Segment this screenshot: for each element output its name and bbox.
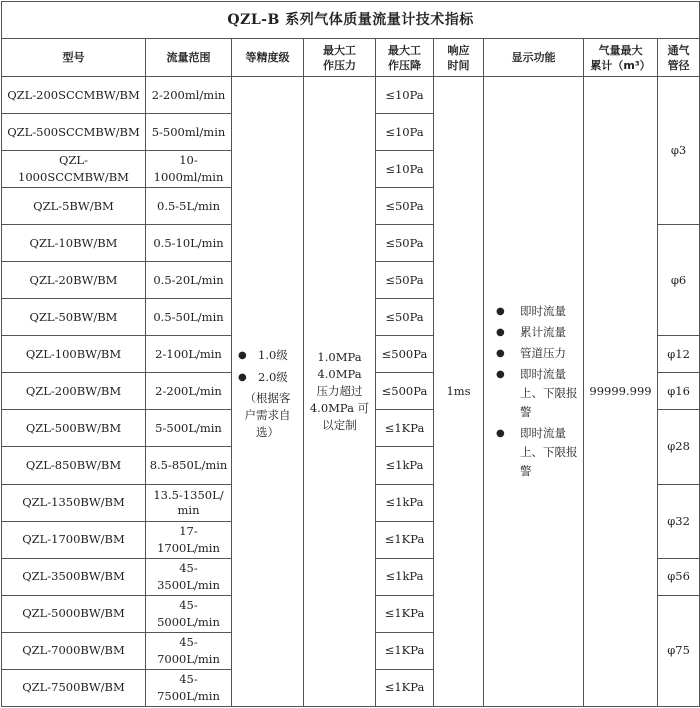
cell-model: QZL-3500BW/BM xyxy=(2,558,146,595)
cell-model: QZL-200SCCMBW/BM xyxy=(2,77,146,114)
cell-model: QZL-7500BW/BM xyxy=(2,669,146,706)
accuracy-list xyxy=(234,346,301,387)
header-max-drop xyxy=(376,39,434,77)
cell-drop: ≤1KPa xyxy=(376,595,434,632)
header-max-total-l2: 累计（m³） xyxy=(590,58,651,72)
pressure-line: 1.0MPa xyxy=(317,350,362,364)
header-accuracy: 等精度级 xyxy=(232,39,304,77)
cell-range: 0.5-50L/min xyxy=(146,299,232,336)
cell-max-pressure xyxy=(304,77,376,707)
cell-drop: ≤1kPa xyxy=(376,558,434,595)
cell-range: 2-200ml/min xyxy=(146,77,232,114)
cell-range: 10-1000ml/min xyxy=(146,151,232,188)
cell-range: 0.5-10L/min xyxy=(146,225,232,262)
cell-drop: ≤1KPa xyxy=(376,632,434,669)
cell-accuracy xyxy=(232,77,304,707)
cell-range: 5-500L/min xyxy=(146,410,232,447)
cell-model: QZL-500SCCMBW/BM xyxy=(2,114,146,151)
table-title: QZL-B 系列气体质量流量计技术指标 xyxy=(2,2,700,39)
cell-range: 2-100L/min xyxy=(146,336,232,373)
header-model: 型号 xyxy=(2,39,146,77)
cell-range: 0.5-5L/min xyxy=(146,188,232,225)
cell-model: QZL-1350BW/BM xyxy=(2,484,146,521)
cell-pipe: φ16 xyxy=(658,373,700,410)
cell-drop: ≤500Pa xyxy=(376,336,434,373)
header-max-pressure xyxy=(304,39,376,77)
cell-drop: ≤10Pa xyxy=(376,77,434,114)
display-list xyxy=(492,302,579,481)
cell-model: QZL-5BW/BM xyxy=(2,188,146,225)
cell-range: 2-200L/min xyxy=(146,373,232,410)
display-item: ● 累计流量 xyxy=(492,323,579,342)
cell-drop: ≤1kPa xyxy=(376,484,434,521)
header-max-total xyxy=(584,39,658,77)
cell-model: QZL-20BW/BM xyxy=(2,262,146,299)
cell-drop: ≤50Pa xyxy=(376,188,434,225)
cell-drop: ≤1kPa xyxy=(376,447,434,484)
header-display: 显示功能 xyxy=(484,39,584,77)
cell-drop: ≤50Pa xyxy=(376,299,434,336)
header-max-total-l1: 气量最大 xyxy=(598,43,643,57)
cell-range: 5-500ml/min xyxy=(146,114,232,151)
cell-pipe: φ28 xyxy=(658,410,700,484)
cell-model: QZL-50BW/BM xyxy=(2,299,146,336)
cell-pipe: φ3 xyxy=(658,77,700,225)
cell-display xyxy=(484,77,584,707)
cell-drop: ≤50Pa xyxy=(376,225,434,262)
cell-drop: ≤1KPa xyxy=(376,410,434,447)
table-row xyxy=(2,77,700,114)
pressure-line: 压力超过 xyxy=(316,384,363,398)
cell-range: 45-5000L/min xyxy=(146,595,232,632)
display-item: ● 即时流量 xyxy=(492,302,579,321)
cell-pipe: φ6 xyxy=(658,225,700,336)
display-item: ● 即时流量上、下限报警 xyxy=(492,365,579,422)
cell-range: 13.5-1350L/min xyxy=(146,484,232,521)
pressure-line: 4.0MPa xyxy=(317,367,362,381)
cell-drop: ≤50Pa xyxy=(376,262,434,299)
cell-model: QZL-500BW/BM xyxy=(2,410,146,447)
header-max-pressure-l1: 最大工 xyxy=(323,43,356,57)
cell-model: QZL-5000BW/BM xyxy=(2,595,146,632)
cell-model: QZL-100BW/BM xyxy=(2,336,146,373)
cell-response: 1ms xyxy=(434,77,484,707)
cell-model: QZL-1000SCCMBW/BM xyxy=(2,151,146,188)
header-pipe-l1: 通气 xyxy=(667,43,690,57)
header-response xyxy=(434,39,484,77)
cell-pipe: φ32 xyxy=(658,484,700,558)
cell-range: 0.5-20L/min xyxy=(146,262,232,299)
header-max-drop-l2: 作压降 xyxy=(388,58,421,72)
header-max-drop-l1: 最大工 xyxy=(388,43,421,57)
cell-range: 8.5-850L/min xyxy=(146,447,232,484)
header-response-l1: 响应 xyxy=(447,43,470,57)
cell-model: QZL-200BW/BM xyxy=(2,373,146,410)
accuracy-note: （根据客户需求自选） xyxy=(244,390,291,439)
header-pipe xyxy=(658,39,700,77)
cell-drop: ≤10Pa xyxy=(376,114,434,151)
cell-range: 45-7500L/min xyxy=(146,669,232,706)
accuracy-item: ● 1.0级 xyxy=(234,346,301,365)
pressure-line: 4.0MPa 可 xyxy=(309,401,370,415)
header-response-l2: 时间 xyxy=(447,58,470,72)
cell-range: 45-3500L/min xyxy=(146,558,232,595)
header-max-pressure-l2: 作压力 xyxy=(323,58,356,72)
display-item: ● 管道压力 xyxy=(492,344,579,363)
cell-drop: ≤10Pa xyxy=(376,151,434,188)
header-pipe-l2: 管径 xyxy=(667,58,690,72)
cell-range: 45-7000L/min xyxy=(146,632,232,669)
cell-model: QZL-1700BW/BM xyxy=(2,521,146,558)
cell-max-total: 99999.999 xyxy=(584,77,658,707)
cell-range: 17-1700L/min xyxy=(146,521,232,558)
header-range: 流量范围 xyxy=(146,39,232,77)
cell-pipe: φ12 xyxy=(658,336,700,373)
pressure-line: 以定制 xyxy=(322,418,357,432)
cell-model: QZL-7000BW/BM xyxy=(2,632,146,669)
cell-drop: ≤1KPa xyxy=(376,669,434,706)
header-row xyxy=(2,39,700,77)
cell-drop: ≤1KPa xyxy=(376,521,434,558)
accuracy-item: ● 2.0级 xyxy=(234,368,301,387)
display-item: ● 即时流量上、下限报警 xyxy=(492,424,579,481)
cell-model: QZL-10BW/BM xyxy=(2,225,146,262)
spec-table xyxy=(1,1,700,707)
cell-pipe: φ75 xyxy=(658,595,700,706)
cell-model: QZL-850BW/BM xyxy=(2,447,146,484)
cell-pipe: φ56 xyxy=(658,558,700,595)
cell-drop: ≤500Pa xyxy=(376,373,434,410)
